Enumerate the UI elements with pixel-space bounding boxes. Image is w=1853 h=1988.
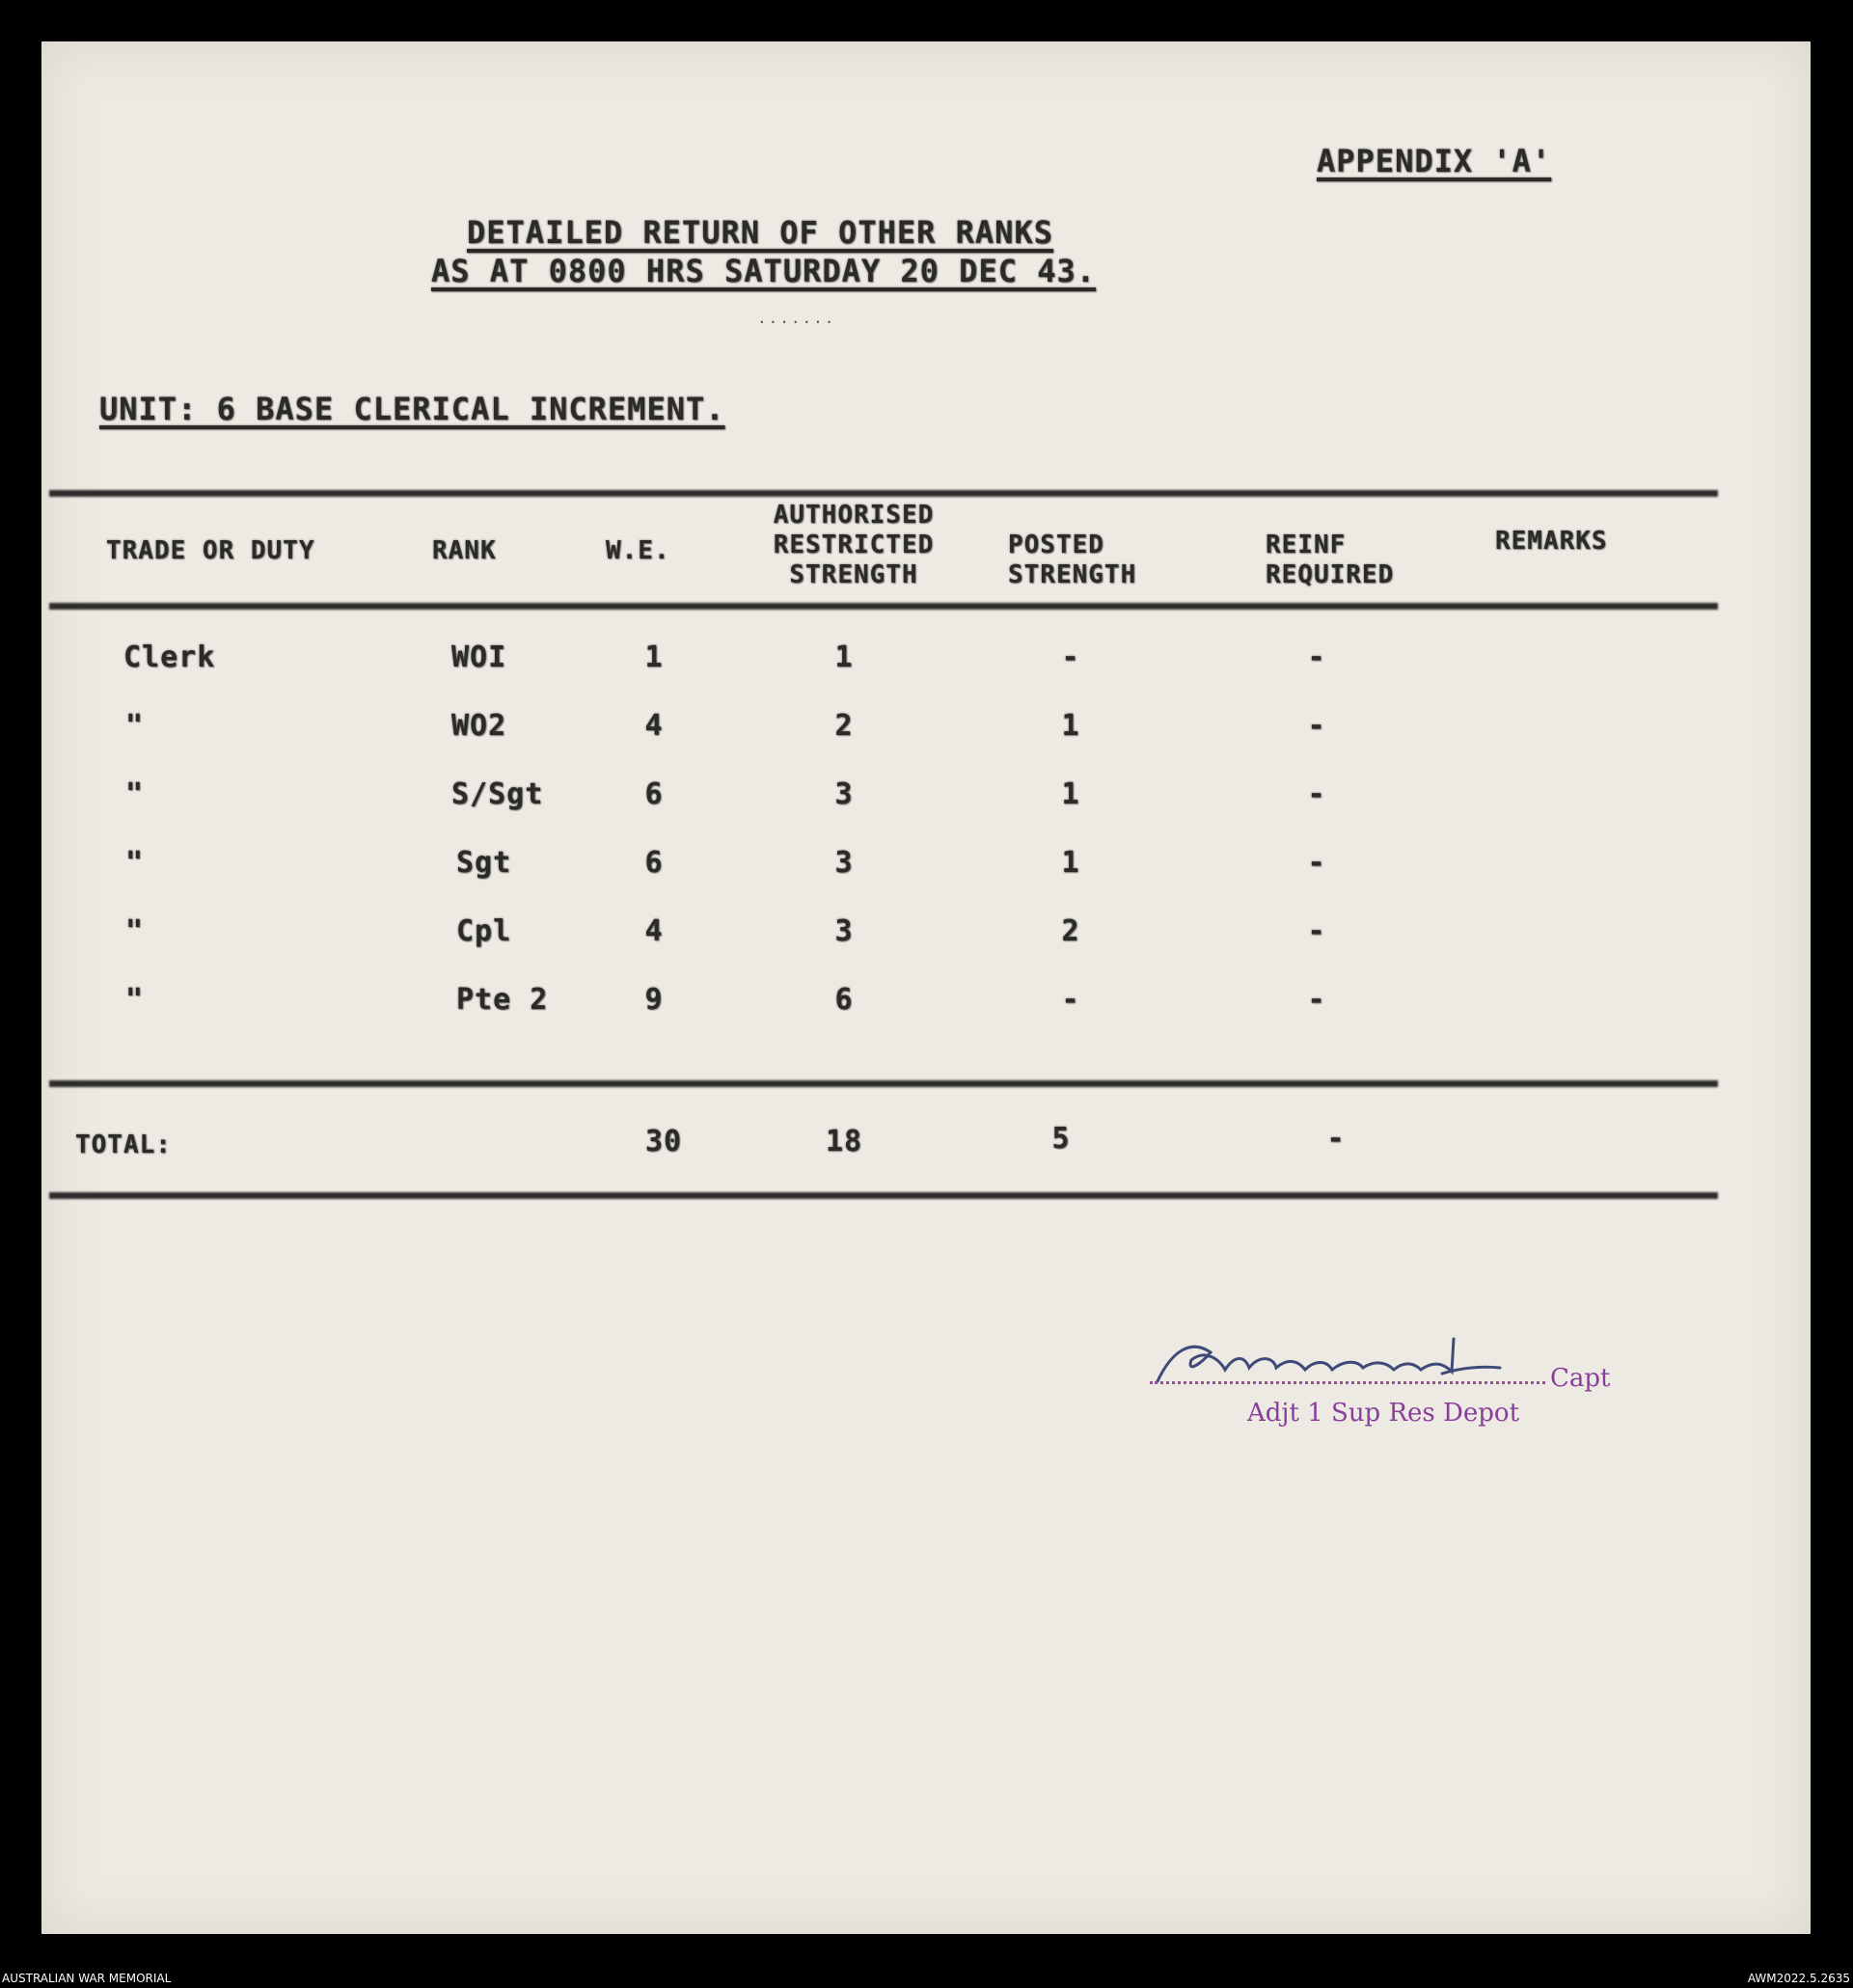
cell-auth: 3 bbox=[834, 777, 854, 811]
cell-ws: 6 bbox=[644, 846, 664, 880]
totals-label: TOTAL: bbox=[75, 1130, 172, 1159]
cell-posted: 1 bbox=[1061, 777, 1080, 811]
header-posted-1: POSTED bbox=[1008, 531, 1104, 559]
cell-reinf: - bbox=[1307, 983, 1326, 1017]
cell-trade: " bbox=[125, 983, 145, 1017]
table-bottom-rule bbox=[49, 1192, 1718, 1199]
header-authorised-1: AUTHORISED bbox=[773, 501, 935, 530]
totals-reinf: - bbox=[1326, 1122, 1346, 1156]
cell-reinf: - bbox=[1307, 709, 1326, 743]
cell-posted: 1 bbox=[1061, 709, 1080, 743]
cell-reinf: - bbox=[1307, 914, 1326, 948]
cell-ws: 9 bbox=[644, 983, 664, 1017]
cell-trade: Clerk bbox=[123, 640, 216, 674]
cell-ws: 4 bbox=[644, 914, 664, 948]
header-bottom-rule bbox=[49, 603, 1718, 610]
cell-auth: 1 bbox=[834, 640, 854, 674]
cell-reinf: - bbox=[1307, 640, 1326, 674]
cell-rank: S/Sgt bbox=[451, 777, 544, 811]
header-authorised-2: RESTRICTED bbox=[773, 531, 935, 559]
footer-source: AUSTRALIAN WAR MEMORIAL bbox=[2, 1972, 172, 1985]
totals-posted: 5 bbox=[1051, 1122, 1071, 1156]
footer-accession: AWM2022.5.2635 bbox=[1747, 1972, 1850, 1985]
totals-top-rule bbox=[49, 1080, 1718, 1087]
header-posted-2: STRENGTH bbox=[1008, 560, 1137, 589]
title-dots: ....... bbox=[757, 309, 836, 327]
header-reinf-1: REINF bbox=[1266, 531, 1347, 559]
appendix-label: APPENDIX 'A' bbox=[1317, 143, 1552, 179]
cell-posted: - bbox=[1061, 983, 1080, 1017]
cell-reinf: - bbox=[1307, 846, 1326, 880]
cell-ws: 6 bbox=[644, 777, 664, 811]
cell-trade: " bbox=[125, 777, 145, 811]
cell-auth: 3 bbox=[834, 846, 854, 880]
title-line-2: AS AT 0800 HRS SATURDAY 20 DEC 43. bbox=[431, 253, 1097, 289]
table-top-rule bbox=[49, 490, 1718, 497]
cell-auth: 6 bbox=[834, 983, 854, 1017]
document-page bbox=[41, 41, 1811, 1934]
title-line-1: DETAILED RETURN OF OTHER RANKS bbox=[467, 214, 1053, 251]
cell-posted: - bbox=[1061, 640, 1080, 674]
cell-posted: 1 bbox=[1061, 846, 1080, 880]
cell-rank: Sgt bbox=[456, 846, 512, 880]
header-rank: RANK bbox=[432, 536, 497, 565]
cell-auth: 2 bbox=[834, 709, 854, 743]
cell-rank: WO2 bbox=[451, 709, 507, 743]
unit-label: UNIT: 6 BASE CLERICAL INCREMENT. bbox=[99, 391, 725, 427]
cell-ws: 4 bbox=[644, 709, 664, 743]
header-authorised bbox=[757, 501, 950, 590]
cell-trade: " bbox=[125, 709, 145, 743]
totals-auth: 18 bbox=[825, 1125, 863, 1158]
totals-ws: 30 bbox=[644, 1125, 683, 1158]
header-authorised-3: STRENGTH bbox=[789, 560, 918, 589]
header-reinf-2: REQUIRED bbox=[1266, 560, 1395, 589]
cell-rank: Pte 2 bbox=[456, 983, 549, 1017]
signature-line bbox=[1150, 1381, 1545, 1384]
header-ws: W.E. bbox=[606, 536, 670, 565]
cell-reinf: - bbox=[1307, 777, 1326, 811]
header-reinf bbox=[1266, 531, 1394, 590]
cell-auth: 3 bbox=[834, 914, 854, 948]
header-trade: TRADE OR DUTY bbox=[106, 536, 315, 565]
cell-posted: 2 bbox=[1061, 914, 1080, 948]
handwritten-signature bbox=[1153, 1331, 1558, 1389]
header-remarks: REMARKS bbox=[1495, 527, 1608, 556]
signature-rank: Capt bbox=[1550, 1364, 1611, 1393]
cell-trade: " bbox=[125, 914, 145, 948]
header-posted bbox=[1008, 531, 1136, 590]
cell-ws: 1 bbox=[644, 640, 664, 674]
signature-title: Adjt 1 Sup Res Depot bbox=[1247, 1399, 1520, 1428]
cell-trade: " bbox=[125, 846, 145, 880]
cell-rank: Cpl bbox=[456, 914, 512, 948]
cell-rank: WOI bbox=[451, 640, 507, 674]
